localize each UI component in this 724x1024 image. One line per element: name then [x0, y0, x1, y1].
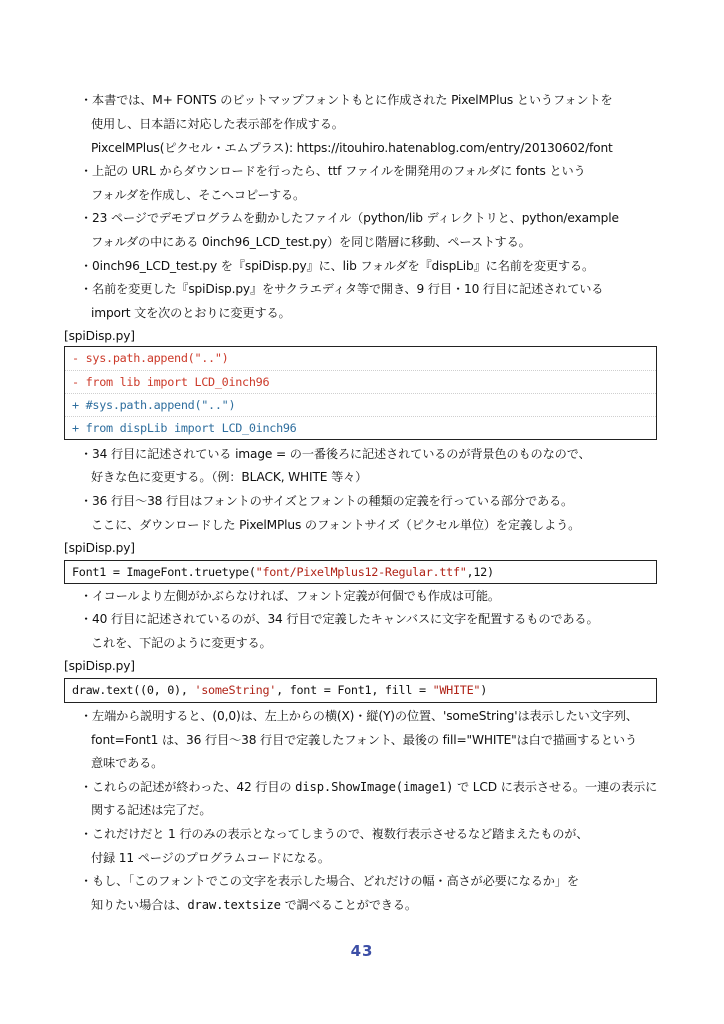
paragraph-text: font=Font1 は、36 行目～38 行目で定義したフォント、最後の fill="WHITE"は白で描画するという [91, 733, 638, 747]
bullet-text: ・左端から説明すると、(0,0)は、左上からの横(X)・縦(Y)の位置、'someString'は表示したい文字列、 [80, 709, 638, 723]
code-line-added: + #sys.path.append("..") [72, 398, 236, 412]
code-block-diff [64, 346, 657, 440]
paragraph-text: import 文を次のとおりに変更する。 [91, 306, 291, 320]
inline-code: draw.textsize [187, 898, 281, 912]
bullet-text: ・34 行目に記述されている image = の一番後ろに記述されているのが背景色のものなので、 [80, 447, 591, 461]
bullet-text: ・本書では、M+ FONTS のビットマップフォントもとに作成された PixelMPlus というフォントを [80, 93, 613, 107]
bullet-text: ・名前を変更した『spiDisp.py』をサクラエディタ等で開き、9 行目・10 行目に記述されている [80, 282, 604, 296]
code-string: "font/PixelMplus12-Regular.ttf" [255, 565, 467, 579]
code-line-removed: - sys.path.append("..") [72, 351, 229, 365]
code-text: draw.text((0, 0), [72, 683, 195, 697]
bullet-text: ・40 行目に記述されているのが、34 行目で定義したキャンバスに文字を配置するものである。 [80, 612, 599, 626]
code-line-removed: - from lib import LCD_0inch96 [72, 375, 270, 389]
bullet-text: ・23 ページでデモプログラムを動かしたファイル（python/lib ディレクトリと、python/example [80, 211, 619, 225]
paragraph-text [91, 896, 417, 914]
bullet-text: ・上記の URL からダウンロードを行ったら、ttf ファイルを開発用のフォルダに fonts という [80, 164, 586, 178]
code-separator [65, 370, 656, 371]
code-text: ) [480, 683, 487, 697]
url-text: PixcelMPlus(ピクセル・エムプラス): https://itouhiro.hatenablog.com/entry/20130602/font [91, 141, 613, 155]
bullet-text: ・イコールより左側がかぶらなければ、フォント定義が何個でも作成は可能。 [80, 589, 500, 603]
paragraph-text: 使用し、日本語に対応した表示部を作成する。 [91, 117, 344, 131]
paragraph-text: フォルダの中にある 0inch96_LCD_test.py）を同じ階層に移動、ペーストする。 [91, 235, 531, 249]
file-label: [spiDisp.py] [64, 659, 135, 673]
code-block-font [64, 560, 657, 584]
code-text: ,12) [466, 565, 494, 579]
text-run: で LCD に表示させる。一連の表示に [453, 780, 658, 794]
code-line [72, 682, 487, 698]
code-string: "WHITE" [432, 683, 481, 697]
inline-code: disp.ShowImage(image1) [295, 780, 454, 794]
code-text: , font = Font1, fill = [276, 683, 433, 697]
paragraph-text: 好きな色に変更する。（例：BLACK, WHITE 等々） [91, 470, 368, 484]
code-line [72, 564, 494, 580]
code-separator [65, 416, 656, 417]
text-run: で調べることができる。 [280, 898, 417, 912]
paragraph-text: 付録 11 ページのプログラムコードになる。 [91, 851, 330, 865]
code-line-added: + from dispLib import LCD_0inch96 [72, 421, 297, 435]
paragraph-text: 関する記述は完了だ。 [91, 803, 212, 817]
paragraph-text: これを、下記のように変更する。 [91, 636, 272, 650]
file-label: [spiDisp.py] [64, 329, 135, 343]
bullet-text: ・もし、「このフォントでこの文字を表示した場合、どれだけの幅・高さが必要になるか」を [80, 874, 579, 888]
bullet-text: ・36 行目～38 行目はフォントのサイズとフォントの種類の定義を行っている部分である。 [80, 494, 574, 508]
bullet-text: ・0inch96_LCD_test.py を『spiDisp.py』に、lib フォルダを『dispLib』に名前を変更する。 [80, 259, 595, 273]
bullet-text [80, 778, 657, 796]
file-label: [spiDisp.py] [64, 541, 135, 555]
text-run: ・これらの記述が終わった、42 行目の [80, 780, 296, 794]
code-block-draw [64, 678, 657, 703]
bullet-text: ・これだけだと 1 行のみの表示となってしまうので、複数行表示させるなど踏まえたものが、 [80, 827, 589, 841]
paragraph-text: 意味である。 [91, 756, 164, 770]
code-text: Font1 = ImageFont.truetype( [72, 565, 256, 579]
text-run: 知りたい場合は、 [91, 898, 188, 912]
code-string: 'someString' [194, 683, 277, 697]
paragraph-text: フォルダを作成し、そこへコピーする。 [91, 188, 305, 202]
paragraph-text: ここに、ダウンロードした PixelMPlus のフォントサイズ（ピクセル単位）を定義しよう。 [91, 518, 581, 532]
code-separator [65, 393, 656, 394]
page-number: 43 [350, 942, 374, 960]
